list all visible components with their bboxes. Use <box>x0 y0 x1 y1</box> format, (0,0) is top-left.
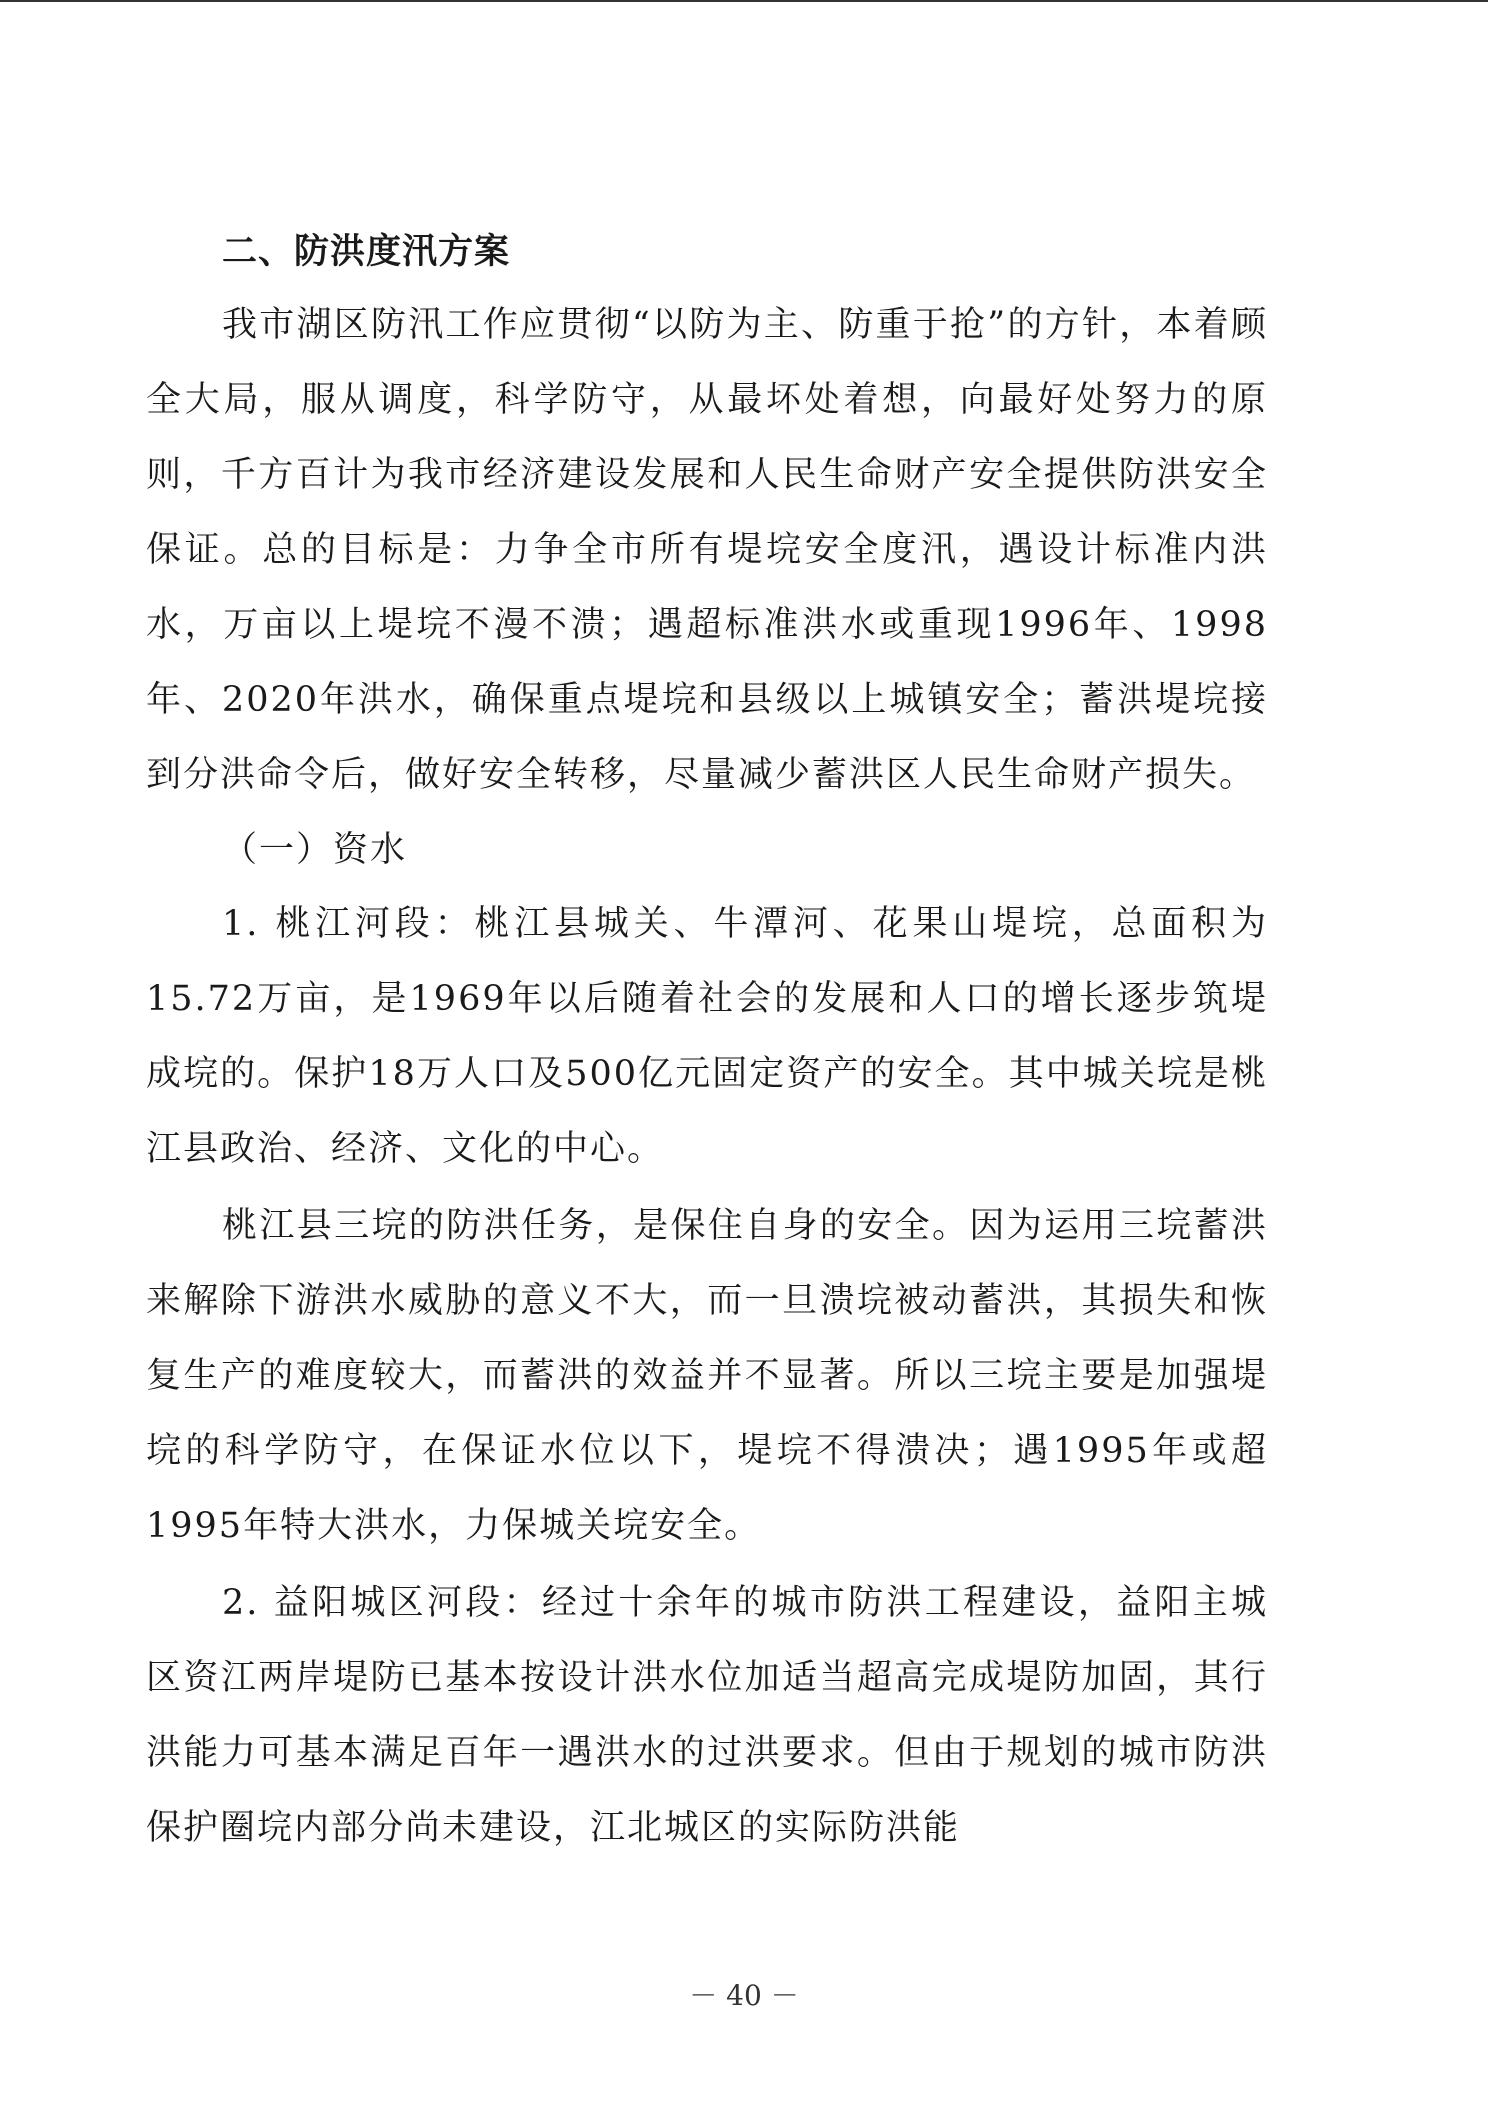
subsection-heading: （一）资水 <box>222 830 408 870</box>
paragraph-taojiang-section: 1. 桃江河段：桃江县城关、牛潭河、花果山堤垸，总面积为15.72万亩，是1969年以后随着社会的发展和人口的增长逐步筑堤成垸的。保护18万人口及500亿元固定资产的安全。其中城关垸是桃江县政治、经济、文化的中心。 <box>146 904 1268 1169</box>
intro-paragraph: 我市湖区防汛工作应贯彻“以防为主、防重于抢”的方针，本着顾全大局，服从调度，科学防守，从最坏处着想，向最好处努力的原则，千方百计为我市经济建设发展和人民生命财产安全提供防洪安全保证。总的目标是：力争全市所有堤垸安全度汛，遇设计标准内洪水，万亩以上堤垸不漫不溃；遇超标准洪水或重现1996年、1998年、2020年洪水，确保重点堤垸和县级以上城镇安全；蓄洪堤垸接到分洪命令后，做好安全转移，尽量减少蓄洪区人民生命财产损失。 <box>146 305 1268 795</box>
paragraph-taojiang-tasks: 桃江县三垸的防洪任务，是保住自身的安全。因为运用三垸蓄洪来解除下游洪水威胁的意义不大，而一旦溃垸被动蓄洪，其损失和恢复生产的难度较大，而蓄洪的效益并不显著。所以三垸主要是加强堤垸的科学防守，在保证水位以下，堤垸不得溃决；遇1995年或超1995年特大洪水，力保城关垸安全。 <box>146 1206 1268 1546</box>
section-heading: 二、防洪度汛方案 <box>222 232 511 272</box>
top-border-line <box>0 0 1488 2</box>
page-number: － 40 － <box>689 1979 799 2012</box>
paragraph-yiyang-section: 2. 益阳城区河段：经过十余年的城市防洪工程建设，益阳主城区资江两岸堤防已基本按设计洪水位加适当超高完成堤防加固，其行洪能力可基本满足百年一遇洪水的过洪要求。但由于规划的城市防洪保护圈垸内部分尚未建设，江北城区的实际防洪能 <box>146 1583 1268 1848</box>
document-page <box>146 214 1268 1866</box>
